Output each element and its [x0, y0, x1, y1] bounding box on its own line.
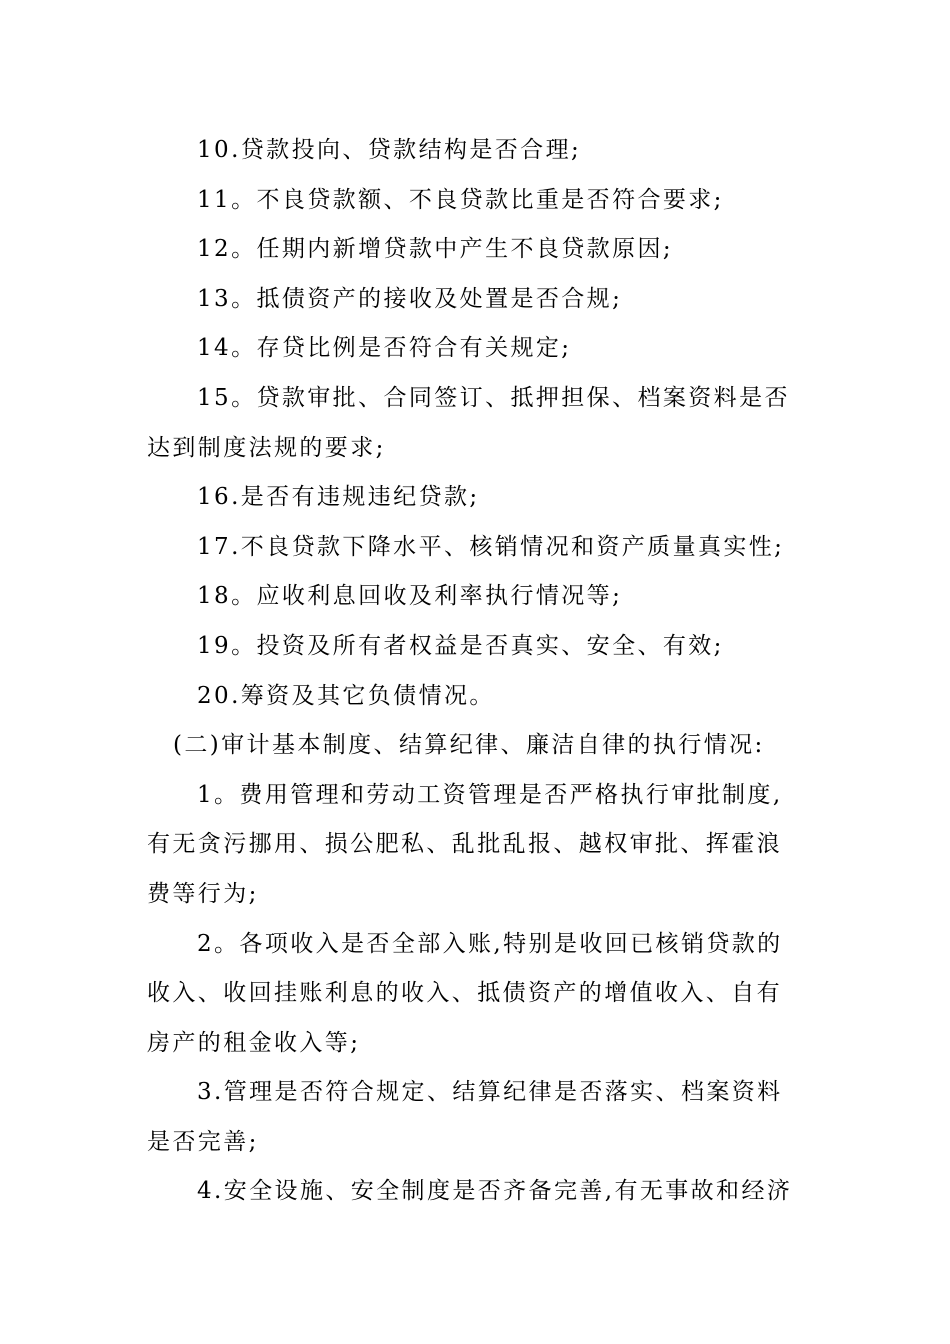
- subitem-3: 3.管理是否符合规定、结算纪律是否落实、档案资料是否完善;: [147, 1079, 783, 1155]
- subitem-1: 1。费用管理和劳动工资管理是否严格执行审批制度,有无贪污挪用、损公肥私、乱批乱报、越权审批、挥霍浪费等行为;: [147, 781, 783, 907]
- document-body: [147, 126, 807, 1217]
- item-11: 11。不良贷款额、不良贷款比重是否符合要求;: [197, 186, 724, 213]
- item-13: 13。抵债资产的接收及处置是否合规;: [197, 285, 623, 312]
- item-12: 12。任期内新增贷款中产生不良贷款原因;: [197, 236, 674, 263]
- item-10: 10.贷款投向、贷款结构是否合理;: [197, 137, 582, 163]
- item-18: 18。应收利息回收及利率执行情况等;: [197, 583, 623, 610]
- subitem-2: 2。各项收入是否全部入账,特别是收回已核销贷款的收入、收回挂账利息的收入、抵债资产的增值收入、自有房产的租金收入等;: [147, 930, 783, 1056]
- item-14: 14。存贷比例是否符合有关规定;: [197, 335, 572, 362]
- item-17: 17.不良贷款下降水平、核销情况和资产质量真实性;: [197, 533, 785, 560]
- section-heading: (二)审计基本制度、结算纪律、廉洁自律的执行情况:: [173, 732, 765, 759]
- item-20: 20.筹资及其它负债情况。: [197, 682, 495, 709]
- item-15: 15。贷款审批、合同签订、抵押担保、档案资料是否达到制度法规的要求;: [147, 384, 790, 461]
- item-16: 16.是否有违规违纪贷款;: [197, 484, 480, 511]
- subitem-4: 4.安全设施、安全制度是否齐备完善,有无事故和经济: [197, 1178, 793, 1205]
- item-19: 19。投资及所有者权益是否真实、安全、有效;: [197, 632, 724, 659]
